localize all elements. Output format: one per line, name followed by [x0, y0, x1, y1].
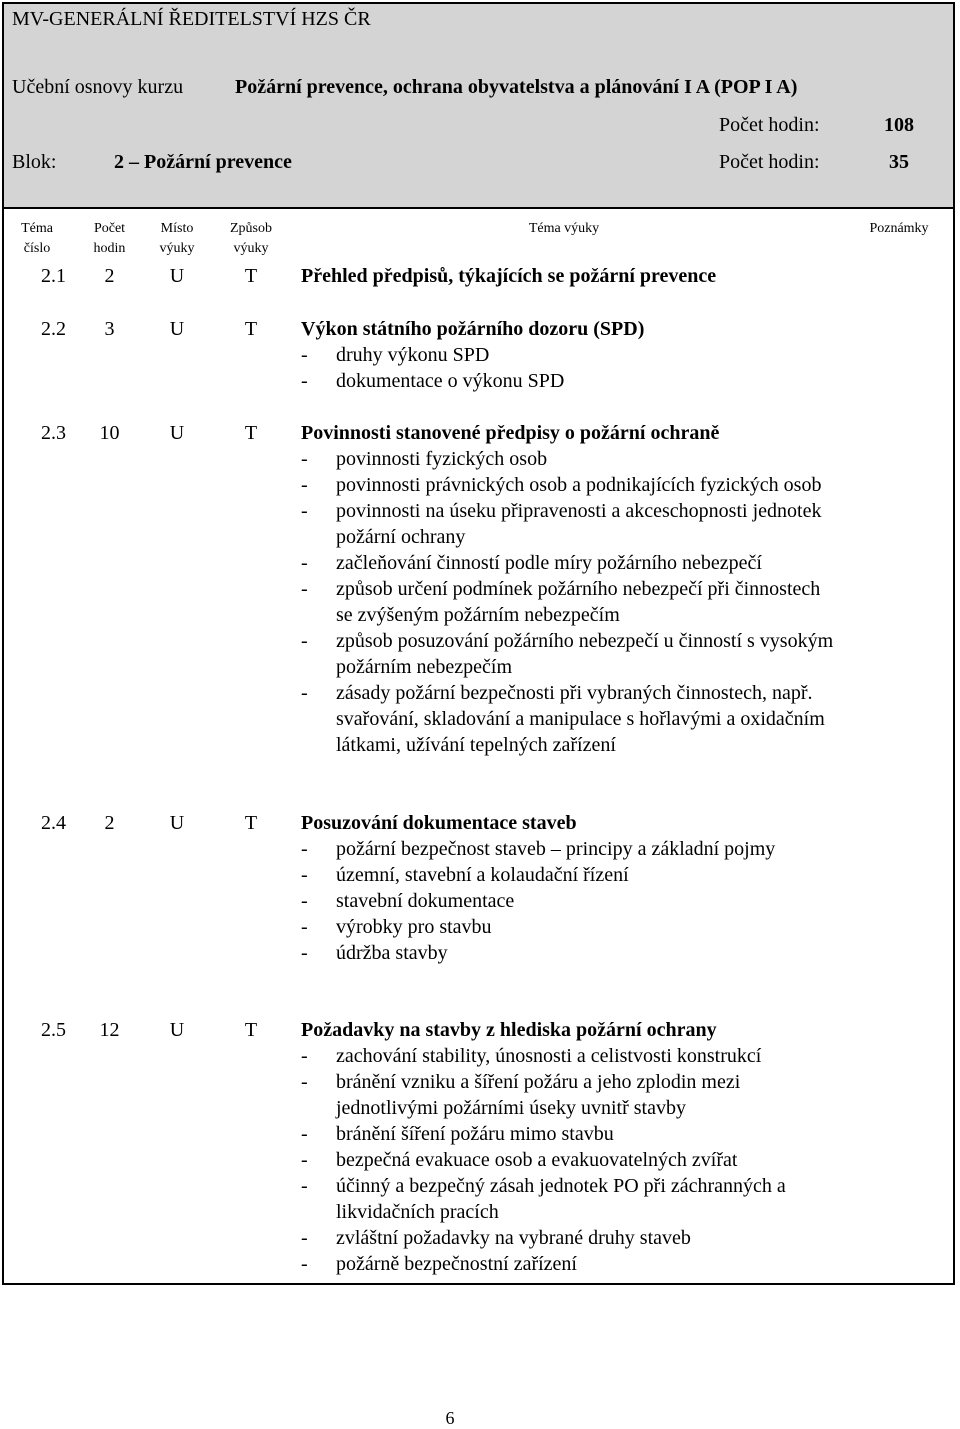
topic-item-text: zachování stability, únosnosti a celistvosti konstrukcí: [336, 1045, 762, 1067]
col-head-place-line1: Místo: [160, 221, 194, 236]
topic-content: [301, 1017, 836, 1277]
col-head-place-line2: výuky: [159, 241, 195, 256]
topic-content: [301, 316, 836, 394]
topic-item-text: bezpečná evakuace osob a evakuovatelných zvířat: [336, 1149, 738, 1171]
topic-title: Výkon státního požárního dozoru (SPD): [301, 318, 645, 340]
topic-item-text: zásady požární bezpečnosti při vybraných činnostech, např. svařování, skladování a manipulace s hořlavými a oxidačním látkami, užívání tepelných zařízení: [336, 682, 825, 756]
topic-hours: 2: [104, 265, 115, 287]
topic-item: - povinnosti na úseku připravenosti a akceschopnosti jednotek požární ochrany: [301, 500, 822, 548]
topic-mode: T: [244, 265, 258, 287]
topic-item-text: stavební dokumentace: [336, 890, 515, 912]
topic-number: 2.2: [41, 318, 66, 340]
topic-item: - bezpečná evakuace osob a evakuovatelných zvířat: [301, 1149, 738, 1171]
topic-item: - způsob určení podmínek požárního nebezpečí při činnostech se zvýšeným požárním nebezpečím: [301, 578, 821, 626]
topic-item-text: povinnosti na úseku připravenosti a akceschopnosti jednotek požární ochrany: [336, 500, 822, 548]
topic-item-text: zvláštní požadavky na vybrané druhy staveb: [336, 1227, 691, 1249]
topic-item: - stavební dokumentace: [301, 890, 515, 912]
topic-item: - zachování stability, únosnosti a celistvosti konstrukcí: [301, 1045, 762, 1067]
block-hours-label: Počet hodin:: [719, 151, 820, 173]
topic-item: - požární bezpečnost staveb – principy a základní pojmy: [301, 838, 776, 860]
topic-hours: 10: [99, 422, 120, 444]
topic-item: - zvláštní požadavky na vybrané druhy staveb: [301, 1227, 691, 1249]
topic-item-text: požární bezpečnost staveb – principy a základní pojmy: [336, 838, 776, 860]
col-head-notes: Poznámky: [869, 221, 929, 236]
block-name: 2 – Požární prevence: [114, 151, 292, 173]
topic-item: - údržba stavby: [301, 942, 448, 964]
topic-number: 2.4: [41, 812, 66, 834]
col-head-topic: Téma výuky: [528, 221, 600, 236]
topic-number: 2.1: [41, 265, 66, 287]
topic-place: U: [169, 422, 185, 444]
topic-items: [301, 446, 836, 758]
topic-place: U: [169, 318, 185, 340]
topic-item: - územní, stavební a kolaudační řízení: [301, 864, 629, 886]
topic-mode: T: [244, 318, 258, 340]
course-hours-label: Počet hodin:: [719, 114, 820, 136]
topic-title: Posuzování dokumentace staveb: [301, 812, 577, 834]
topic-mode: T: [244, 1019, 258, 1041]
topic-item-text: dokumentace o výkonu SPD: [336, 370, 565, 392]
topic-content: [301, 420, 836, 758]
topic-title: Povinnosti stanovené předpisy o požární ochraně: [301, 422, 720, 444]
topic-place: U: [169, 1019, 185, 1041]
col-head-mode: [218, 219, 284, 259]
page-number: 6: [445, 1408, 455, 1428]
topic-item-text: způsob určení podmínek požárního nebezpečí při činnostech se zvýšeným požárním nebezpečím: [336, 578, 821, 626]
topic-item-text: způsob posuzování požárního nebezpečí u činností s vysokým požárním nebezpečím: [336, 630, 834, 678]
topic-items: [301, 342, 836, 394]
topic-mode: T: [244, 812, 258, 834]
col-head-mode-line1: Způsob: [230, 221, 272, 236]
topic-place: U: [169, 265, 185, 287]
block-hours-value: 35: [889, 151, 909, 173]
topic-items: [301, 1043, 836, 1277]
topic-number: 2.5: [41, 1019, 66, 1041]
col-head-number: [6, 219, 68, 259]
col-head-number-line2: číslo: [23, 241, 51, 256]
topic-hours: 2: [104, 812, 115, 834]
topic-item: - účinný a bezpečný zásah jednotek PO při záchranných a likvidačních pracích: [301, 1175, 786, 1223]
topic-item: - zásady požární bezpečnosti při vybraných činnostech, např. svařování, skladování a manipulace s hořlavými a oxidačním látkami, užívání tepelných zařízení: [301, 682, 825, 756]
topic-item: - začleňování činností podle míry požárního nebezpečí: [301, 552, 762, 574]
course-name: Požární prevence, ochrana obyvatelstva a plánování I A (POP I A): [235, 76, 798, 98]
topic-items: [301, 836, 836, 966]
topic-title: Požadavky na stavby z hlediska požární ochrany: [301, 1019, 717, 1041]
topic-item-text: povinnosti právnických osob a podnikajících fyzických osob: [336, 474, 822, 496]
topic-item-text: bránění vzniku a šíření požáru a jeho zplodin mezi jednotlivými požárními úseky uvnitř stavby: [336, 1071, 741, 1119]
header-block: [4, 4, 953, 209]
topic-item-text: údržba stavby: [336, 942, 448, 964]
topic-item: - způsob posuzování požárního nebezpečí u činností s vysokým požárním nebezpečím: [301, 630, 834, 678]
col-head-number-line1: Téma: [21, 221, 53, 236]
topic-content: [301, 810, 836, 966]
syllabus-frame: [2, 2, 955, 1285]
col-head-hours: [82, 219, 137, 259]
topic-item: - dokumentace o výkonu SPD: [301, 370, 565, 392]
topic-number: 2.3: [41, 422, 66, 444]
topic-item-text: výrobky pro stavbu: [336, 916, 492, 938]
topic-item: - druhy výkonu SPD: [301, 344, 490, 366]
topic-item-text: druhy výkonu SPD: [336, 344, 490, 366]
topic-title: Přehled předpisů, týkajících se požární prevence: [301, 265, 717, 287]
course-hours-value: 108: [884, 114, 914, 136]
topic-mode: T: [244, 422, 258, 444]
topic-item: - výrobky pro stavbu: [301, 916, 492, 938]
topic-item-text: požárně bezpečnostní zařízení: [336, 1253, 577, 1275]
topic-hours: 3: [104, 318, 115, 340]
col-head-hours-line2: hodin: [93, 241, 126, 256]
organization-name: MV-GENERÁLNÍ ŘEDITELSTVÍ HZS ČR: [12, 8, 371, 30]
block-label: Blok:: [12, 151, 57, 173]
topic-item: - bránění šíření požáru mimo stavbu: [301, 1123, 614, 1145]
syllabus-label: Učební osnovy kurzu: [12, 76, 184, 98]
topic-item-text: územní, stavební a kolaudační řízení: [336, 864, 629, 886]
topic-place: U: [169, 812, 185, 834]
topic-item-text: bránění šíření požáru mimo stavbu: [336, 1123, 614, 1145]
topic-item-text: účinný a bezpečný zásah jednotek PO při záchranných a likvidačních pracích: [336, 1175, 786, 1223]
topic-item-text: začleňování činností podle míry požárního nebezpečí: [336, 552, 762, 574]
topic-item: - povinnosti právnických osob a podnikajících fyzických osob: [301, 474, 822, 496]
topic-item: - požárně bezpečnostní zařízení: [301, 1253, 577, 1275]
topic-item-text: povinnosti fyzických osob: [336, 448, 548, 470]
col-head-place: [147, 219, 207, 259]
col-head-hours-line1: Počet: [93, 221, 126, 236]
topic-item: - povinnosti fyzických osob: [301, 448, 548, 470]
topic-content: [301, 263, 836, 289]
topic-item: - bránění vzniku a šíření požáru a jeho zplodin mezi jednotlivými požárními úseky uvnitř stavby: [301, 1071, 741, 1119]
topic-hours: 12: [99, 1019, 120, 1041]
col-head-mode-line2: výuky: [233, 241, 269, 256]
